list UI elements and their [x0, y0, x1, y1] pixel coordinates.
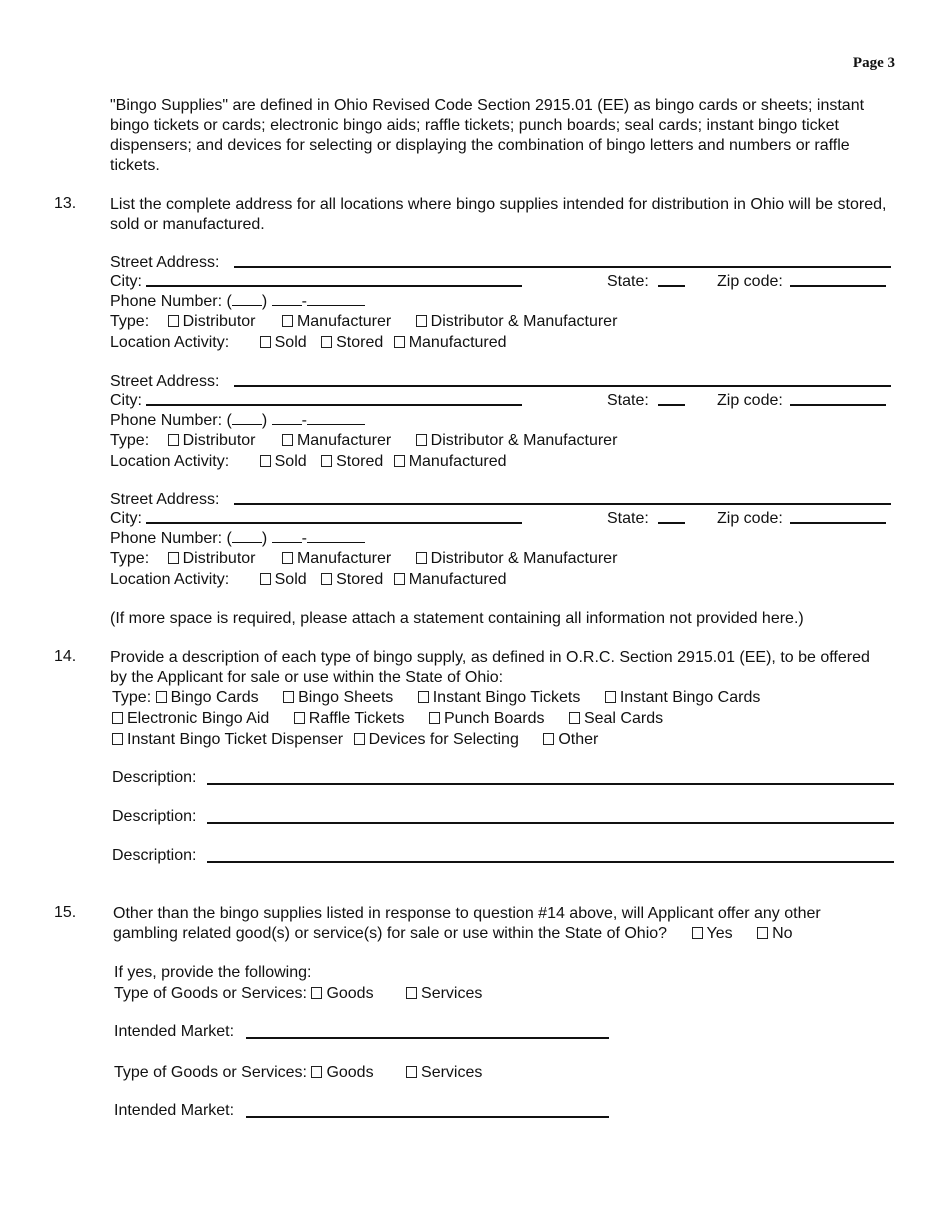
- activity-option-manufactured[interactable]: Manufactured: [394, 334, 507, 351]
- checkbox-icon[interactable]: [416, 552, 427, 564]
- checkbox-icon[interactable]: [282, 434, 293, 446]
- description-field-2[interactable]: [207, 822, 894, 824]
- state-field[interactable]: [658, 522, 685, 524]
- phone-line-field[interactable]: [307, 410, 365, 425]
- zip-label: Zip code:: [717, 510, 783, 527]
- supply-option-raffle-tickets[interactable]: Raffle Tickets: [294, 710, 405, 727]
- checkbox-icon[interactable]: [112, 712, 123, 724]
- state-label: State:: [607, 392, 649, 409]
- intended-market-label-1: Intended Market:: [114, 1023, 235, 1040]
- checkbox-icon[interactable]: [321, 573, 332, 585]
- more-space-note: (If more space is required, please attach a statement containing all information not provided here.): [110, 610, 804, 627]
- services-option-1[interactable]: Services: [406, 985, 482, 1002]
- checkbox-icon[interactable]: [260, 455, 271, 467]
- city-label: City:: [110, 273, 142, 290]
- no-option[interactable]: No: [757, 925, 792, 942]
- phone-label: Phone Number: (: [110, 412, 232, 429]
- street-address-field[interactable]: [234, 503, 891, 505]
- activity-option-manufactured[interactable]: Manufactured: [394, 571, 507, 588]
- activity-option-stored[interactable]: Stored: [321, 453, 383, 470]
- checkbox-icon[interactable]: [418, 691, 429, 703]
- phone-number-row: Phone Number: ( ) -: [110, 291, 365, 311]
- intended-market-field-1[interactable]: [246, 1037, 609, 1039]
- zip-field[interactable]: [790, 522, 886, 524]
- checkbox-icon[interactable]: [168, 552, 179, 564]
- phone-label: Phone Number: (: [110, 530, 232, 547]
- city-field[interactable]: [146, 404, 522, 406]
- checkbox-icon[interactable]: [283, 691, 294, 703]
- checkbox-icon[interactable]: [406, 987, 417, 999]
- supply-type-label: Type:: [112, 689, 152, 706]
- supply-option-devices-for-selecting[interactable]: Devices for Selecting: [354, 731, 519, 748]
- checkbox-icon[interactable]: [605, 691, 616, 703]
- goods-services-row-2: Type of Goods or Services: Goods Services: [114, 1064, 483, 1081]
- checkbox-icon[interactable]: [692, 927, 703, 939]
- activity-option-stored[interactable]: Stored: [321, 571, 383, 588]
- question-13-text: List the complete address for all locations where bingo supplies intended for distribution in Ohio will be stored, sold or manufactured.: [110, 196, 887, 233]
- checkbox-icon[interactable]: [168, 434, 179, 446]
- question-15-text-line-2: gambling related good(s) or service(s) for sale or use within the State of Ohio? Yes No: [113, 925, 793, 942]
- supply-option-other[interactable]: Other: [543, 731, 598, 748]
- phone-line-field[interactable]: [307, 291, 365, 306]
- supply-option-bingo-cards[interactable]: Bingo Cards: [156, 689, 259, 706]
- state-field[interactable]: [658, 285, 685, 287]
- checkbox-icon[interactable]: [260, 336, 271, 348]
- type-option-manufacturer[interactable]: Manufacturer: [282, 550, 391, 567]
- question-14-number: 14.: [54, 648, 77, 665]
- intended-market-field-2[interactable]: [246, 1116, 609, 1118]
- location-type-row: Type: Distributor Manufacturer Distributor & Manufacturer: [110, 313, 618, 330]
- activity-option-sold[interactable]: Sold: [260, 571, 307, 588]
- supply-option-electronic-bingo-aid[interactable]: Electronic Bingo Aid: [112, 710, 269, 727]
- type-option-distributor-and-manufacturer[interactable]: Distributor & Manufacturer: [416, 432, 618, 449]
- intended-market-label-2: Intended Market:: [114, 1102, 235, 1119]
- checkbox-icon[interactable]: [416, 315, 427, 327]
- checkbox-icon[interactable]: [156, 691, 167, 703]
- supply-option-instant-bingo-tickets[interactable]: Instant Bingo Tickets: [418, 689, 581, 706]
- zip-field[interactable]: [790, 285, 886, 287]
- city-label: City:: [110, 392, 142, 409]
- checkbox-icon[interactable]: [112, 733, 123, 745]
- zip-field[interactable]: [790, 404, 886, 406]
- phone-number-row: Phone Number: ( ) -: [110, 410, 365, 430]
- supply-option-bingo-sheets[interactable]: Bingo Sheets: [283, 689, 393, 706]
- location-type-row: Type: Distributor Manufacturer Distributor & Manufacturer: [110, 432, 618, 449]
- if-yes-label: If yes, provide the following:: [114, 964, 312, 981]
- phone-prefix-field[interactable]: [272, 410, 302, 425]
- checkbox-icon[interactable]: [260, 573, 271, 585]
- street-address-field[interactable]: [234, 266, 891, 268]
- bingo-supplies-definition: "Bingo Supplies" are defined in Ohio Revised Code Section 2915.01 (EE) as bingo cards or sheets; instant bingo tickets or cards; electronic bingo aids; raffle tickets; punch boards; seal cards; instant bingo ticket dispensers; and devices for selecting or displaying the combination of bingo letters and numbers or raffle tickets.: [110, 97, 865, 174]
- goods-option-2[interactable]: Goods: [311, 1064, 373, 1081]
- question-13-number: 13.: [54, 195, 77, 212]
- checkbox-icon[interactable]: [569, 712, 580, 724]
- state-label: State:: [607, 273, 649, 290]
- checkbox-icon[interactable]: [294, 712, 305, 724]
- type-option-distributor[interactable]: Distributor: [168, 313, 256, 330]
- description-label-2: Description:: [112, 808, 197, 825]
- type-option-manufacturer[interactable]: Manufacturer: [282, 313, 391, 330]
- location-activity-row: Location Activity: Sold Stored Manufactured: [110, 334, 507, 351]
- checkbox-icon[interactable]: [757, 927, 768, 939]
- area-code-field[interactable]: [232, 410, 262, 425]
- area-code-field[interactable]: [232, 528, 262, 543]
- city-label: City:: [110, 510, 142, 527]
- checkbox-icon[interactable]: [394, 336, 405, 348]
- question-15-number: 15.: [54, 904, 77, 921]
- checkbox-icon[interactable]: [354, 733, 365, 745]
- checkbox-icon[interactable]: [543, 733, 554, 745]
- checkbox-icon[interactable]: [321, 336, 332, 348]
- supply-option-seal-cards[interactable]: Seal Cards: [569, 710, 663, 727]
- supply-option-instant-bingo-ticket-dispenser[interactable]: Instant Bingo Ticket Dispenser: [112, 731, 343, 748]
- activity-option-sold[interactable]: Sold: [260, 334, 307, 351]
- phone-prefix-field[interactable]: [272, 528, 302, 543]
- description-label-3: Description:: [112, 847, 197, 864]
- checkbox-icon[interactable]: [394, 573, 405, 585]
- zip-label: Zip code:: [717, 392, 783, 409]
- page-number: Page 3: [852, 55, 895, 71]
- description-label-1: Description:: [112, 769, 197, 786]
- checkbox-icon[interactable]: [321, 455, 332, 467]
- checkbox-icon[interactable]: [168, 315, 179, 327]
- activity-option-sold[interactable]: Sold: [260, 453, 307, 470]
- services-option-2[interactable]: Services: [406, 1064, 482, 1081]
- supply-option-instant-bingo-cards[interactable]: Instant Bingo Cards: [605, 689, 761, 706]
- type-option-distributor[interactable]: Distributor: [168, 432, 256, 449]
- checkbox-icon[interactable]: [311, 987, 322, 999]
- street-address-label: Street Address:: [110, 491, 220, 508]
- question-15-text-line-1: Other than the bingo supplies listed in response to question #14 above, will Applicant offer any other: [113, 905, 821, 922]
- phone-line-field[interactable]: [307, 528, 365, 543]
- checkbox-icon[interactable]: [394, 455, 405, 467]
- city-field[interactable]: [146, 522, 522, 524]
- location-activity-row: Location Activity: Sold Stored Manufactured: [110, 453, 507, 470]
- goods-option-1[interactable]: Goods: [311, 985, 373, 1002]
- supply-type-row-3: [112, 730, 598, 749]
- street-address-label: Street Address:: [110, 373, 220, 390]
- zip-label: Zip code:: [717, 273, 783, 290]
- type-option-distributor-and-manufacturer[interactable]: Distributor & Manufacturer: [416, 313, 618, 330]
- checkbox-icon[interactable]: [282, 552, 293, 564]
- street-address-label: Street Address:: [110, 254, 220, 271]
- checkbox-icon[interactable]: [282, 315, 293, 327]
- checkbox-icon[interactable]: [416, 434, 427, 446]
- state-field[interactable]: [658, 404, 685, 406]
- checkbox-icon[interactable]: [406, 1066, 417, 1078]
- activity-option-manufactured[interactable]: Manufactured: [394, 453, 507, 470]
- type-option-distributor-and-manufacturer[interactable]: Distributor & Manufacturer: [416, 550, 618, 567]
- supply-option-punch-boards[interactable]: Punch Boards: [429, 710, 545, 727]
- type-option-distributor[interactable]: Distributor: [168, 550, 256, 567]
- description-field-3[interactable]: [207, 861, 894, 863]
- checkbox-icon[interactable]: [311, 1066, 322, 1078]
- yes-option[interactable]: Yes: [692, 925, 733, 942]
- checkbox-icon[interactable]: [429, 712, 440, 724]
- activity-option-stored[interactable]: Stored: [321, 334, 383, 351]
- state-label: State:: [607, 510, 649, 527]
- supply-type-row-1: [112, 688, 760, 707]
- type-option-manufacturer[interactable]: Manufacturer: [282, 432, 391, 449]
- phone-prefix-field[interactable]: [272, 291, 302, 306]
- question-14-text: Provide a description of each type of bingo supply, as defined in O.R.C. Section 2915.01 (EE), to be offered by the Applicant for sale or use within the State of Ohio:: [110, 649, 870, 686]
- location-type-row: Type: Distributor Manufacturer Distributor & Manufacturer: [110, 550, 618, 567]
- phone-number-row: Phone Number: ( ) -: [110, 528, 365, 548]
- supply-type-row-2: [112, 709, 663, 728]
- description-field-1[interactable]: [207, 783, 894, 785]
- area-code-field[interactable]: [232, 291, 262, 306]
- city-field[interactable]: [146, 285, 522, 287]
- phone-label: Phone Number: (: [110, 293, 232, 310]
- location-activity-row: Location Activity: Sold Stored Manufactured: [110, 571, 507, 588]
- street-address-field[interactable]: [234, 385, 891, 387]
- goods-services-row-1: Type of Goods or Services: Goods Services: [114, 985, 483, 1002]
